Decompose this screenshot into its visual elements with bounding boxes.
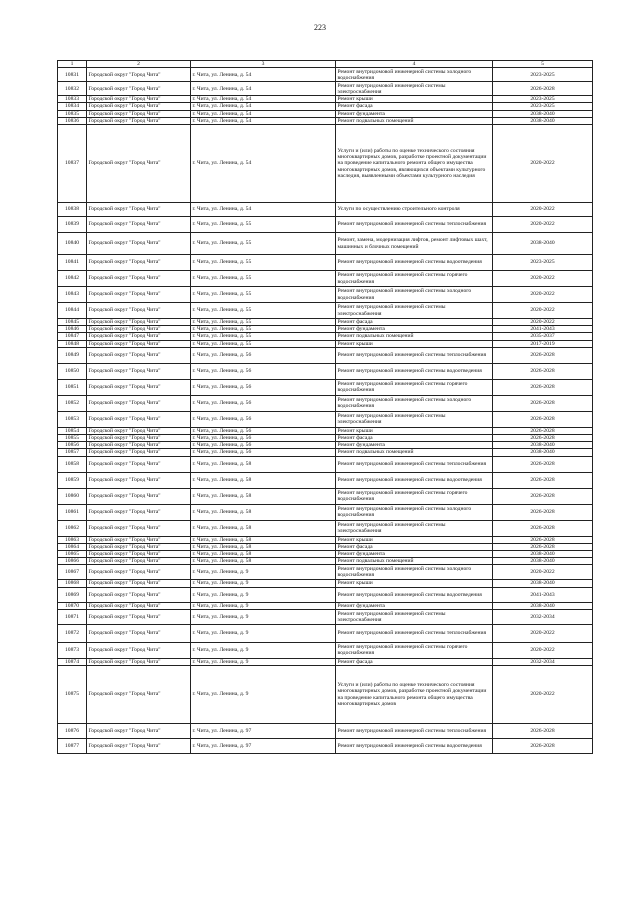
table-row [58,504,593,520]
address-cell: г. Чита, ул. Ленина, д. 56 [191,442,336,449]
owner-cell: Городской округ "Город Чита" [87,96,191,103]
period-cell: 2026-2028 [493,427,593,434]
work-type-cell: Ремонт подвальных помещений [336,558,493,565]
period-cell: 2020-2022 [493,203,593,217]
work-type-cell: Ремонт внутридомовой инженерной системы холодного водоснабжения [336,68,493,82]
address-cell: г. Чита, ул. Ленина, д. 9 [191,602,336,609]
row-id-cell: 10837 [58,125,87,203]
period-cell: 2020-2022 [493,271,593,287]
address-cell: г. Чита, ул. Ленина, д. 9 [191,587,336,602]
address-cell: г. Чита, ул. Ленина, д. 9 [191,565,336,580]
row-id-cell: 10872 [58,624,87,642]
row-id-cell: 10866 [58,558,87,565]
work-type-cell: Ремонт крыши [336,96,493,103]
row-id-cell: 10847 [58,333,87,340]
address-cell: г. Чита, ул. Ленина, д. 9 [191,609,336,624]
address-cell: г. Чита, ул. Ленина, д. 9 [191,580,336,587]
table-row [58,624,593,642]
row-id-cell: 10875 [58,666,87,724]
row-id-cell: 10840 [58,233,87,255]
work-type-cell: Ремонт фасада [336,319,493,326]
period-cell: 2026-2028 [493,411,593,427]
owner-cell: Городской округ "Город Чита" [87,602,191,609]
owner-cell: Городской округ "Город Чита" [87,379,191,395]
address-cell: г. Чита, ул. Ленина, д. 97 [191,724,336,739]
row-id-cell: 10834 [58,103,87,110]
row-id-cell: 10848 [58,340,87,347]
address-cell: г. Чита, ул. Ленина, д. 97 [191,739,336,754]
row-id-cell: 10835 [58,110,87,117]
row-id-cell: 10867 [58,565,87,580]
work-type-cell: Ремонт внутридомовой инженерной системы электроснабжения [336,303,493,319]
period-cell: 2038-2040 [493,117,593,124]
work-type-cell: Услуги и (или) работы по оценке технического состояния многоквартирных домов, разработке проектной документации на проведение капитального ремонта общего имущества многоквартирных домов [336,666,493,724]
work-type-cell: Ремонт внутридомовой инженерной системы теплоснабжения [336,456,493,472]
period-cell: 2020-2022 [493,303,593,319]
period-cell: 2017-2019 [493,340,593,347]
address-cell: г. Чита, ул. Ленина, д. 56 [191,379,336,395]
row-id-cell: 10855 [58,435,87,442]
work-type-cell: Ремонт подвальных помещений [336,117,493,124]
period-cell: 2020-2022 [493,565,593,580]
owner-cell: Городской округ "Город Чита" [87,68,191,82]
period-cell: 2026-2028 [493,472,593,488]
row-id-cell: 10843 [58,287,87,303]
period-cell: 2020-2022 [493,642,593,658]
row-id-cell: 10842 [58,271,87,287]
work-type-cell: Ремонт фасада [336,103,493,110]
row-id-cell: 10860 [58,488,87,504]
work-type-cell: Ремонт внутридомовой инженерной системы электроснабжения [336,411,493,427]
row-id-cell: 10858 [58,456,87,472]
work-type-cell: Ремонт внутридомовой инженерной системы водоотведения [336,255,493,271]
work-type-cell: Ремонт крыши [336,340,493,347]
table-row [58,110,593,117]
period-cell: 2035-2037 [493,333,593,340]
address-cell: г. Чита, ул. Ленина, д. 54 [191,82,336,96]
table-row [58,456,593,472]
owner-cell: Городской округ "Город Чита" [87,233,191,255]
address-cell: г. Чита, ул. Ленина, д. 9 [191,666,336,724]
address-cell: г. Чита, ул. Ленина, д. 55 [191,340,336,347]
work-type-cell: Ремонт внутридомовой инженерной системы электроснабжения [336,520,493,536]
row-id-cell: 10854 [58,427,87,434]
owner-cell: Городской округ "Город Чита" [87,271,191,287]
row-id-cell: 10856 [58,442,87,449]
row-id-cell: 10832 [58,82,87,96]
owner-cell: Городской округ "Город Чита" [87,504,191,520]
period-cell: 2020-2022 [493,287,593,303]
owner-cell: Городской округ "Город Чита" [87,666,191,724]
row-id-cell: 10869 [58,587,87,602]
table-row [58,536,593,543]
owner-cell: Городской округ "Город Чита" [87,520,191,536]
period-cell: 2032-2034 [493,658,593,665]
address-cell: г. Чита, ул. Ленина, д. 55 [191,255,336,271]
column-number-row [58,61,593,68]
address-cell: г. Чита, ул. Ленина, д. 58 [191,543,336,550]
row-id-cell: 10877 [58,739,87,754]
row-id-cell: 10851 [58,379,87,395]
row-id-cell: 10831 [58,68,87,82]
address-cell: г. Чита, ул. Ленина, д. 58 [191,558,336,565]
table-row [58,395,593,411]
owner-cell: Городской округ "Город Чита" [87,456,191,472]
column-number: 2 [87,61,191,68]
row-id-cell: 10871 [58,609,87,624]
period-cell: 2026-2028 [493,435,593,442]
row-id-cell: 10844 [58,303,87,319]
owner-cell: Городской округ "Город Чита" [87,427,191,434]
address-cell: г. Чита, ул. Ленина, д. 58 [191,504,336,520]
table-row [58,580,593,587]
capital-repair-table [57,60,593,754]
address-cell: г. Чита, ул. Ленина, д. 56 [191,427,336,434]
period-cell: 2032-2034 [493,609,593,624]
address-cell: г. Чита, ул. Ленина, д. 54 [191,125,336,203]
address-cell: г. Чита, ул. Ленина, д. 54 [191,103,336,110]
work-type-cell: Ремонт фундамента [336,551,493,558]
address-cell: г. Чита, ул. Ленина, д. 58 [191,488,336,504]
work-type-cell: Ремонт внутридомовой инженерной системы водоотведения [336,587,493,602]
table-row [58,117,593,124]
row-id-cell: 10863 [58,536,87,543]
table-row [58,739,593,754]
address-cell: г. Чита, ул. Ленина, д. 54 [191,117,336,124]
owner-cell: Городской округ "Город Чита" [87,303,191,319]
address-cell: г. Чита, ул. Ленина, д. 55 [191,287,336,303]
table-row [58,68,593,82]
period-cell: 2041-2043 [493,587,593,602]
work-type-cell: Ремонт внутридомовой инженерной системы теплоснабжения [336,724,493,739]
owner-cell: Городской округ "Город Чита" [87,255,191,271]
column-number: 4 [336,61,493,68]
period-cell: 2020-2022 [493,125,593,203]
table-row [58,658,593,665]
row-id-cell: 10864 [58,543,87,550]
address-cell: г. Чита, ул. Ленина, д. 55 [191,303,336,319]
address-cell: г. Чита, ул. Ленина, д. 9 [191,624,336,642]
table-row [58,666,593,724]
table-row [58,558,593,565]
owner-cell: Городской округ "Город Чита" [87,395,191,411]
period-cell: 2038-2040 [493,110,593,117]
row-id-cell: 10841 [58,255,87,271]
row-id-cell: 10861 [58,504,87,520]
owner-cell: Городской округ "Город Чита" [87,110,191,117]
row-id-cell: 10849 [58,347,87,363]
work-type-cell: Ремонт фундамента [336,602,493,609]
owner-cell: Городской округ "Город Чита" [87,551,191,558]
period-cell: 2026-2028 [493,395,593,411]
owner-cell: Городской округ "Город Чита" [87,326,191,333]
period-cell: 2026-2028 [493,520,593,536]
period-cell: 2026-2028 [493,456,593,472]
row-id-cell: 10862 [58,520,87,536]
row-id-cell: 10839 [58,217,87,233]
owner-cell: Городской округ "Город Чита" [87,442,191,449]
period-cell: 2026-2028 [493,82,593,96]
period-cell: 2038-2040 [493,551,593,558]
work-type-cell: Ремонт внутридомовой инженерной системы холодного водоснабжения [336,565,493,580]
work-type-cell: Ремонт, замена, модернизация лифтов, ремонт лифтовых шахт, машинных и блочных помещений [336,233,493,255]
table-row [58,217,593,233]
owner-cell: Городской округ "Город Чита" [87,536,191,543]
table-row [58,472,593,488]
table-row [58,435,593,442]
owner-cell: Городской округ "Город Чита" [87,82,191,96]
work-type-cell: Ремонт внутридомовой инженерной системы водоотведения [336,739,493,754]
owner-cell: Городской округ "Город Чита" [87,658,191,665]
owner-cell: Городской округ "Город Чита" [87,203,191,217]
work-type-cell: Ремонт подвальных помещений [336,449,493,456]
period-cell: 2026-2028 [493,363,593,379]
row-id-cell: 10833 [58,96,87,103]
row-id-cell: 10850 [58,363,87,379]
work-type-cell: Ремонт фундамента [336,110,493,117]
owner-cell: Городской округ "Город Чита" [87,565,191,580]
work-type-cell: Ремонт внутридомовой инженерной системы электроснабжения [336,82,493,96]
owner-cell: Городской округ "Город Чита" [87,609,191,624]
row-id-cell: 10853 [58,411,87,427]
owner-cell: Городской округ "Город Чита" [87,125,191,203]
work-type-cell: Ремонт крыши [336,580,493,587]
period-cell: 2026-2028 [493,379,593,395]
work-type-cell: Ремонт подвальных помещений [336,333,493,340]
table-row [58,602,593,609]
work-type-cell: Ремонт внутридомовой инженерной системы холодного водоснабжения [336,504,493,520]
address-cell: г. Чита, ул. Ленина, д. 58 [191,551,336,558]
work-type-cell: Ремонт внутридомовой инженерной системы горячего водоснабжения [336,271,493,287]
work-type-cell: Ремонт внутридомовой инженерной системы водоотведения [336,472,493,488]
period-cell: 2023-2025 [493,96,593,103]
table-row [58,319,593,326]
table-row [58,379,593,395]
owner-cell: Городской округ "Город Чита" [87,411,191,427]
table-row [58,587,593,602]
address-cell: г. Чита, ул. Ленина, д. 56 [191,435,336,442]
work-type-cell: Услуги и (или) работы по оценке технического состояния многоквартирных домов, разработке проектной документации на проведение капитального ремонта общего имущества многоквартирных домов, являющихся объектами культурного наследия, выявленными объектами культурного наследия [336,125,493,203]
table-row [58,103,593,110]
row-id-cell: 10868 [58,580,87,587]
work-type-cell: Ремонт внутридомовой инженерной системы теплоснабжения [336,347,493,363]
period-cell: 2038-2040 [493,602,593,609]
table-row [58,287,593,303]
period-cell: 2026-2028 [493,739,593,754]
owner-cell: Городской округ "Город Чита" [87,642,191,658]
address-cell: г. Чита, ул. Ленина, д. 56 [191,411,336,427]
owner-cell: Городской округ "Город Чита" [87,587,191,602]
work-type-cell: Ремонт внутридомовой инженерной системы водоотведения [336,363,493,379]
work-type-cell: Ремонт фасада [336,435,493,442]
owner-cell: Городской округ "Город Чита" [87,217,191,233]
table-row [58,203,593,217]
address-cell: г. Чита, ул. Ленина, д. 55 [191,271,336,287]
row-id-cell: 10852 [58,395,87,411]
table-row [58,271,593,287]
work-type-cell: Ремонт внутридомовой инженерной системы теплоснабжения [336,217,493,233]
owner-cell: Городской округ "Город Чита" [87,319,191,326]
row-id-cell: 10859 [58,472,87,488]
table-row [58,347,593,363]
column-number: 1 [58,61,87,68]
table-row [58,449,593,456]
address-cell: г. Чита, ул. Ленина, д. 55 [191,233,336,255]
row-id-cell: 10876 [58,724,87,739]
owner-cell: Городской округ "Город Чита" [87,543,191,550]
table-row [58,642,593,658]
work-type-cell: Ремонт фасада [336,658,493,665]
period-cell: 2038-2040 [493,233,593,255]
owner-cell: Городской округ "Город Чита" [87,287,191,303]
table-row [58,125,593,203]
period-cell: 2026-2028 [493,724,593,739]
period-cell: 2038-2040 [493,558,593,565]
owner-cell: Городской округ "Город Чита" [87,117,191,124]
owner-cell: Городской округ "Город Чита" [87,472,191,488]
period-cell: 2026-2028 [493,536,593,543]
owner-cell: Городской округ "Город Чита" [87,333,191,340]
period-cell: 2038-2040 [493,449,593,456]
work-type-cell: Ремонт внутридомовой инженерной системы горячего водоснабжения [336,488,493,504]
work-type-cell: Ремонт внутридомовой инженерной системы горячего водоснабжения [336,642,493,658]
address-cell: г. Чита, ул. Ленина, д. 56 [191,395,336,411]
work-type-cell: Ремонт фасада [336,543,493,550]
period-cell: 2023-2025 [493,68,593,82]
address-cell: г. Чита, ул. Ленина, д. 58 [191,536,336,543]
period-cell: 2020-2022 [493,666,593,724]
address-cell: г. Чита, ул. Ленина, д. 56 [191,449,336,456]
address-cell: г. Чита, ул. Ленина, д. 58 [191,520,336,536]
work-type-cell: Ремонт крыши [336,427,493,434]
period-cell: 2041-2043 [493,326,593,333]
owner-cell: Городской округ "Город Чита" [87,103,191,110]
period-cell: 2026-2028 [493,504,593,520]
table-body [58,61,593,754]
row-id-cell: 10845 [58,319,87,326]
period-cell: 2026-2028 [493,347,593,363]
owner-cell: Городской округ "Город Чита" [87,580,191,587]
address-cell: г. Чита, ул. Ленина, д. 9 [191,642,336,658]
address-cell: г. Чита, ул. Ленина, д. 55 [191,319,336,326]
row-id-cell: 10857 [58,449,87,456]
period-cell: 2023-2025 [493,255,593,271]
table-row [58,255,593,271]
work-type-cell: Ремонт внутридомовой инженерной системы горячего водоснабжения [336,379,493,395]
work-type-cell: Ремонт внутридомовой инженерной системы холодного водоснабжения [336,287,493,303]
address-cell: г. Чита, ул. Ленина, д. 58 [191,472,336,488]
page-number: 223 [314,23,326,32]
owner-cell: Городской округ "Город Чита" [87,624,191,642]
table-row [58,543,593,550]
work-type-cell: Ремонт крыши [336,536,493,543]
row-id-cell: 10836 [58,117,87,124]
row-id-cell: 10865 [58,551,87,558]
owner-cell: Городской округ "Город Чита" [87,449,191,456]
work-type-cell: Услуги по осуществлению строительного контроля [336,203,493,217]
owner-cell: Городской округ "Город Чита" [87,363,191,379]
period-cell: 2038-2040 [493,442,593,449]
address-cell: г. Чита, ул. Ленина, д. 56 [191,363,336,379]
table-row [58,333,593,340]
period-cell: 2023-2025 [493,103,593,110]
row-id-cell: 10873 [58,642,87,658]
table-row [58,609,593,624]
address-cell: г. Чита, ул. Ленина, д. 56 [191,347,336,363]
period-cell: 2026-2028 [493,543,593,550]
row-id-cell: 10846 [58,326,87,333]
address-cell: г. Чита, ул. Ленина, д. 54 [191,110,336,117]
address-cell: г. Чита, ул. Ленина, д. 54 [191,203,336,217]
owner-cell: Городской округ "Город Чита" [87,488,191,504]
table-row [58,427,593,434]
work-type-cell: Ремонт внутридомовой инженерной системы электроснабжения [336,609,493,624]
address-cell: г. Чита, ул. Ленина, д. 54 [191,96,336,103]
owner-cell: Городской округ "Город Чита" [87,724,191,739]
work-type-cell: Ремонт внутридомовой инженерной системы холодного водоснабжения [336,395,493,411]
table-row [58,565,593,580]
address-cell: г. Чита, ул. Ленина, д. 54 [191,68,336,82]
period-cell: 2026-2028 [493,488,593,504]
address-cell: г. Чита, ул. Ленина, д. 55 [191,217,336,233]
owner-cell: Городской округ "Город Чита" [87,340,191,347]
table-row [58,326,593,333]
address-cell: г. Чита, ул. Ленина, д. 58 [191,456,336,472]
column-number: 3 [191,61,336,68]
column-number: 5 [493,61,593,68]
work-type-cell: Ремонт фундамента [336,326,493,333]
table-row [58,363,593,379]
table-row [58,411,593,427]
work-type-cell: Ремонт фундамента [336,442,493,449]
owner-cell: Городской округ "Город Чита" [87,347,191,363]
table-row [58,488,593,504]
table-row [58,340,593,347]
owner-cell: Городской округ "Город Чита" [87,739,191,754]
table-row [58,96,593,103]
period-cell: 2020-2022 [493,217,593,233]
owner-cell: Городской округ "Город Чита" [87,435,191,442]
address-cell: г. Чита, ул. Ленина, д. 55 [191,333,336,340]
row-id-cell: 10870 [58,602,87,609]
row-id-cell: 10874 [58,658,87,665]
table-row [58,303,593,319]
table-row [58,233,593,255]
table-row [58,520,593,536]
owner-cell: Городской округ "Город Чита" [87,558,191,565]
table-row [58,551,593,558]
table-row [58,724,593,739]
work-type-cell: Ремонт внутридомовой инженерной системы теплоснабжения [336,624,493,642]
period-cell: 2020-2022 [493,319,593,326]
address-cell: г. Чита, ул. Ленина, д. 9 [191,658,336,665]
table-row [58,82,593,96]
address-cell: г. Чита, ул. Ленина, д. 55 [191,326,336,333]
table-row [58,442,593,449]
period-cell: 2038-2040 [493,580,593,587]
row-id-cell: 10838 [58,203,87,217]
period-cell: 2020-2022 [493,624,593,642]
